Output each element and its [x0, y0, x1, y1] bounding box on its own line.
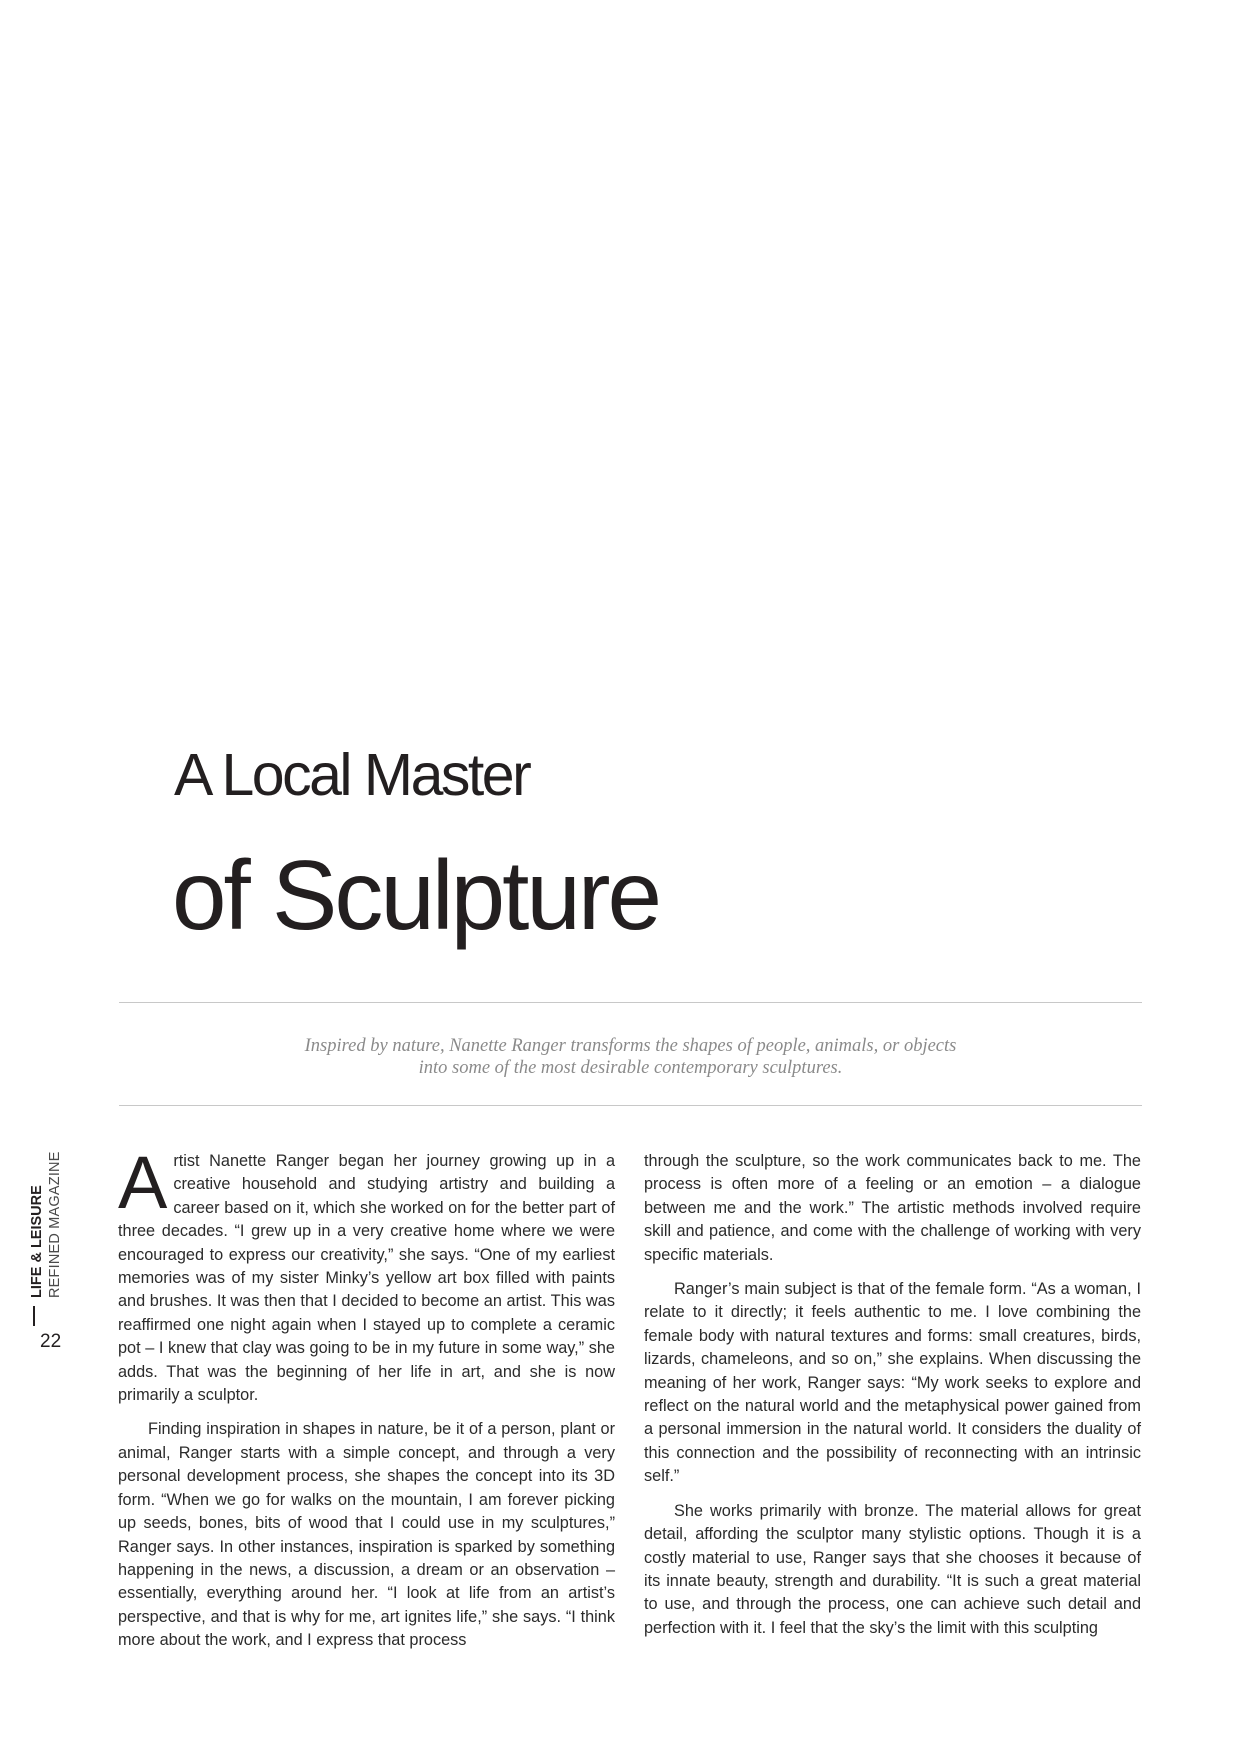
body-column-left: [118, 1141, 615, 1664]
body-column-right: [644, 1150, 1141, 1651]
page-marker-bar: [33, 1306, 35, 1326]
top-divider: [119, 1002, 1142, 1003]
body-paragraph: Ranger’s main subject is that of the female form. “As a woman, I relate to it directly; it feels authentic to me. I love combining the female body with natural textures and forms: small creatures, birds, lizards, chameleons, and so on,” she explains. When discussing the meaning of her work, Ranger says: “My work seeks to explore and reflect on the natural world and the metaphysical power gained from a personal immersion in the natural world. It considers the duality of this connection and the possibility of reconnecting with an intrinsic self.”: [644, 1280, 1141, 1486]
drop-cap: A: [118, 1141, 168, 1224]
paragraph-text: rtist Nanette Ranger began her journey growing up in a creative household and studying artistry and building a career based on it, which she worked on for the better part of three decades. “I grew up in a very creative home where we were encouraged to express our creativity,” she says. “One of my earliest memories was of my sister Minky’s yellow art box filled with paints and brushes. It was then that I decided to become an artist. This was reaffirmed one night again when I stayed up to complete a ceramic pot – I knew that clay was going to be in my future in some way,” she adds. That was the beginning of her life in art, and she is now primarily a sculptor.: [118, 1152, 615, 1405]
bottom-divider: [119, 1105, 1142, 1106]
body-paragraph: through the sculpture, so the work communicates back to me. The process is often more of a feeling or an emotion – a dialogue between me and the work.” The artistic methods involved require skill and patience, and come with the challenge of working with very specific materials.: [644, 1152, 1141, 1264]
section-name: LIFE & LEISURE: [29, 1185, 45, 1298]
standfirst-line-1: Inspired by nature, Nanette Ranger transforms the shapes of people, animals, or objects: [304, 1036, 957, 1056]
article-title-line-1: A Local Master: [174, 742, 530, 808]
standfirst: [119, 1035, 1142, 1079]
magazine-name: REFINED MAGAZINE: [47, 1151, 63, 1298]
body-paragraph: Finding inspiration in shapes in nature, be it of a person, plant or animal, Ranger starts with a simple concept, and through a very personal development process, she shapes the concept into its 3D form. “When we go for walks on the mountain, I am forever picking up seeds, bones, bits of wood that I could use in my sculptures,” Ranger says. In other instances, inspiration is sparked by something happening in the news, a discussion, a dream or an observation – essentially, everything around her. “I look at life from an artist’s perspective, and that is why for me, art ignites life,” she says. “I think more about the work, and I express that process: [118, 1420, 615, 1650]
section-label: [28, 1151, 64, 1298]
body-paragraph: She works primarily with bronze. The material allows for great detail, affording the sculptor many stylistic options. Though it is a costly material to use, Ranger says that she chooses it because of its innate beauty, strength and durability. “It is such a great material to use, and through the process, one can achieve such detail and perfection with it. I feel that the sky’s the limit with this sculpting: [644, 1501, 1141, 1637]
standfirst-line-2: into some of the most desirable contemporary sculptures.: [418, 1058, 843, 1078]
article-title-line-2: of Sculpture: [172, 840, 659, 950]
body-paragraph: [118, 1141, 615, 1407]
page-number: 22: [40, 1331, 62, 1352]
